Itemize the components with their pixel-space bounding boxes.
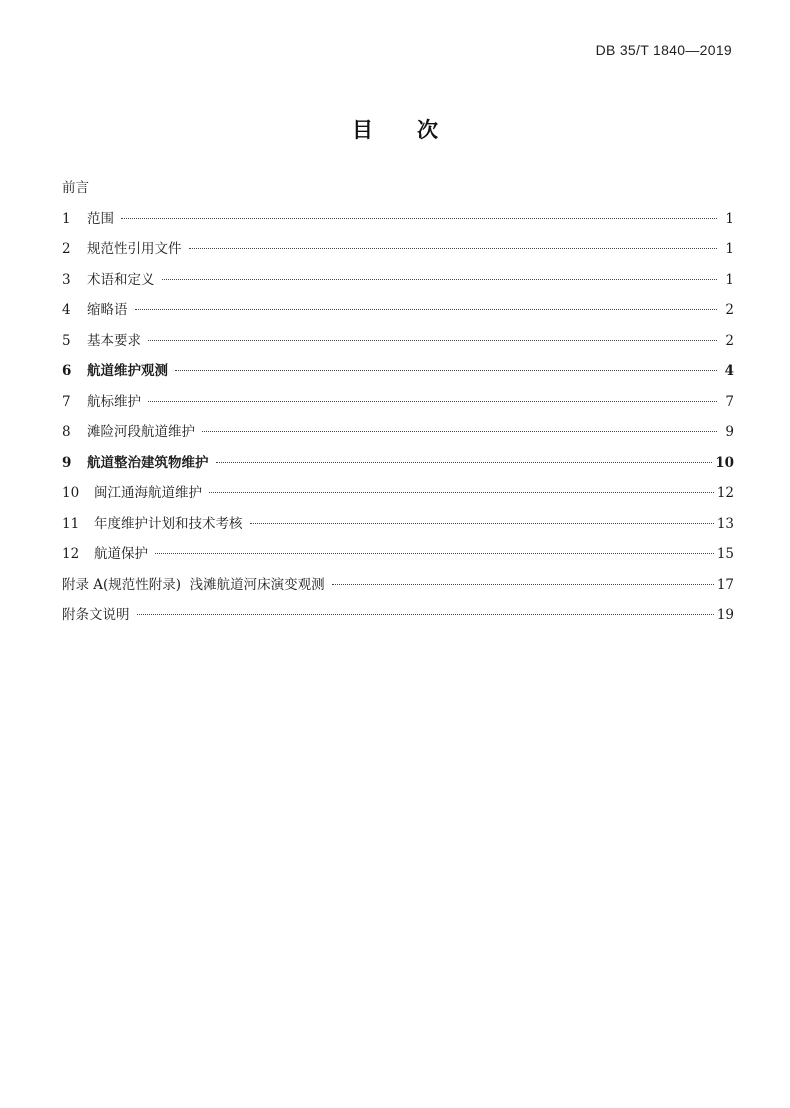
toc-entry-page: 19 [716, 607, 734, 623]
toc-entry-label: 缩略语 [87, 302, 128, 318]
toc-leader-dots [175, 369, 717, 371]
toc-entry-number: 4 [62, 302, 71, 318]
document-code: DB 35/T 1840—2019 [595, 42, 732, 58]
toc-leader-dots [189, 247, 718, 249]
toc-entry-page: 4 [724, 363, 734, 379]
toc-entry-label: 前言 [62, 180, 89, 196]
toc-entry-label: 滩险河段航道维护 [87, 424, 195, 440]
toc-entry[interactable] [62, 392, 734, 423]
toc-entry-number: 10 [62, 485, 80, 501]
toc-entry-number: 6 [62, 363, 72, 379]
toc-entry[interactable] [62, 209, 734, 240]
toc-title [0, 114, 790, 144]
toc-leader-dots [137, 613, 714, 615]
toc-entry[interactable] [62, 483, 734, 514]
toc-entry-page: 1 [725, 210, 734, 227]
toc-entry-label: 规范性引用文件 [87, 241, 182, 257]
toc-entry-label: 术语和定义 [87, 271, 155, 288]
toc-leader-dots [148, 339, 717, 341]
toc-entry-number: 2 [62, 241, 71, 257]
toc-entry-label: 闽江通海航道维护 [94, 485, 202, 501]
toc-entry-label: 范围 [87, 210, 114, 227]
toc-leader-dots [135, 308, 718, 310]
toc-entry-appendix-a[interactable] [62, 575, 734, 606]
toc-leader-dots [332, 583, 714, 585]
toc-entry-number: 11 [62, 515, 80, 532]
toc-title-char-1: 目 [352, 118, 373, 142]
toc-entry-number: 5 [62, 332, 71, 349]
toc-leader-dots [250, 522, 714, 524]
toc-entry[interactable] [62, 239, 734, 270]
toc-entry[interactable] [62, 331, 734, 362]
toc-entry-number: 3 [62, 271, 71, 288]
toc-entry-page: 13 [716, 515, 734, 532]
toc-entry-page: 7 [725, 393, 734, 410]
toc-leader-dots [121, 217, 717, 219]
toc-entry-explanation[interactable] [62, 605, 734, 636]
toc-leader-dots [148, 400, 717, 402]
toc-entry[interactable] [62, 270, 734, 301]
toc-entry-label: 航道保护 [94, 546, 148, 562]
toc-entry[interactable] [62, 453, 734, 484]
toc-entry[interactable] [62, 422, 734, 453]
toc-leader-dots [202, 430, 717, 432]
toc-leader-dots [209, 491, 714, 493]
toc-entry-label: 航道维护观测 [87, 363, 168, 379]
toc-entry-number: 1 [62, 210, 71, 227]
toc-entry-preface[interactable] [62, 178, 734, 209]
toc-entry-number: 8 [62, 424, 71, 440]
table-of-contents [62, 178, 734, 636]
toc-entry-page: 2 [725, 332, 734, 349]
toc-entry-page: 17 [716, 576, 734, 593]
toc-entry[interactable] [62, 544, 734, 575]
toc-entry-number: 7 [62, 393, 71, 410]
toc-entry[interactable] [62, 361, 734, 392]
toc-entry-label: 附录 A(规范性附录) 浅滩航道河床演变观测 [62, 576, 325, 593]
toc-entry-label: 航道整治建筑物维护 [87, 454, 209, 471]
toc-entry-number: 12 [62, 546, 80, 562]
toc-entry-page: 10 [715, 454, 734, 471]
toc-entry-label: 附条文说明 [62, 607, 130, 623]
toc-entry-label: 基本要求 [87, 332, 141, 349]
toc-entry[interactable] [62, 300, 734, 331]
toc-entry-page: 9 [725, 424, 734, 440]
toc-leader-dots [162, 278, 718, 280]
toc-entry-page: 15 [716, 546, 734, 562]
toc-leader-dots [155, 552, 714, 554]
toc-entry-page: 2 [725, 302, 734, 318]
toc-leader-dots [216, 461, 713, 463]
toc-entry[interactable] [62, 514, 734, 545]
toc-title-char-2: 次 [417, 118, 438, 142]
toc-entry-number: 9 [62, 454, 72, 471]
toc-entry-label: 航标维护 [87, 393, 141, 410]
toc-entry-label: 年度维护计划和技术考核 [94, 515, 243, 532]
toc-entry-page: 1 [725, 271, 734, 288]
toc-entry-page: 1 [725, 241, 734, 257]
toc-entry-page: 12 [716, 485, 734, 501]
